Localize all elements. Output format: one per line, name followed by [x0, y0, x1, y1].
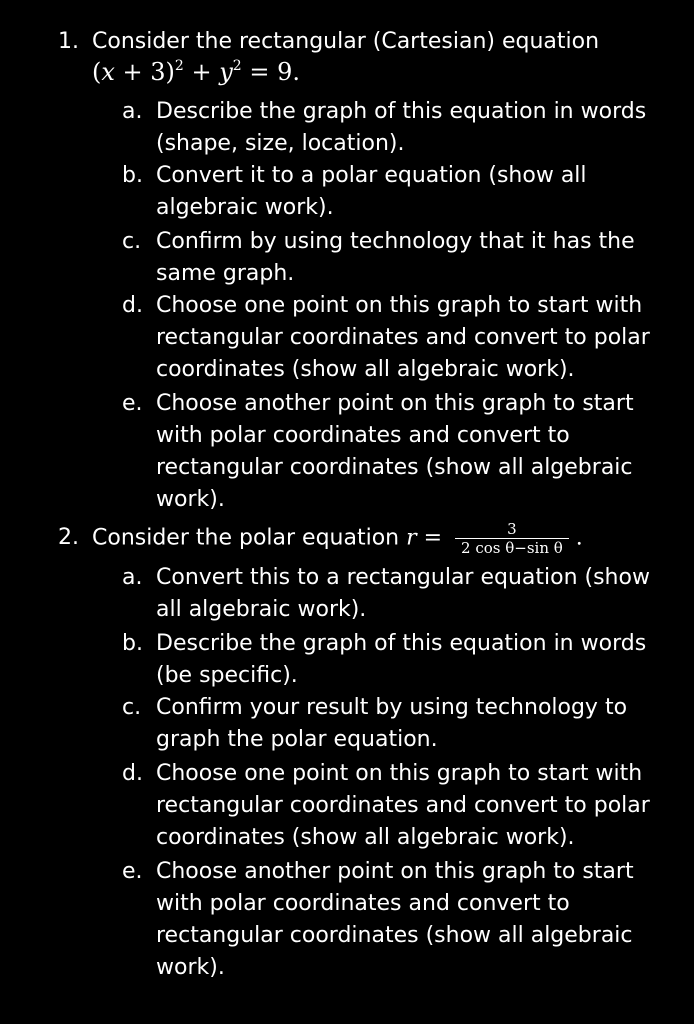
question-1-item-d [122, 290, 682, 386]
item-letter: a. [122, 565, 143, 590]
polar-r: r [406, 525, 417, 551]
question-2-item-c [122, 692, 682, 756]
item-letter: c. [122, 695, 142, 720]
fraction-numerator: 3 [455, 520, 569, 539]
question-text: Consider the polar equation r = $\frac{3}{\text{2 cos θ−sin θ}}$ . [92, 520, 583, 557]
question-2-item-d [122, 758, 682, 854]
question-2-item-e [122, 856, 682, 984]
item-text: Choose one point on this graph to start with rectangular coordinates and convert to polar coordinates (show all algebraic work). [156, 761, 650, 850]
question-1 [58, 26, 678, 90]
equation: $(x + 3)^2 + y^2 = 9$. [92, 58, 300, 86]
item-letter: a. [122, 99, 143, 124]
item-letter: b. [122, 163, 143, 188]
item-text: Convert this to a rectangular equation (show all algebraic work). [156, 565, 650, 622]
question-number: 2. [58, 525, 79, 550]
polar-fraction [455, 520, 569, 557]
item-letter: d. [122, 761, 143, 786]
item-letter: b. [122, 631, 143, 656]
question-1-item-a [122, 96, 682, 160]
item-letter: c. [122, 229, 142, 254]
question-2 [58, 520, 678, 564]
item-text: Confirm by using technology that it has the same graph. [156, 229, 635, 286]
question-1-item-b [122, 160, 682, 224]
item-text: Confirm your result by using technology to graph the polar equation. [156, 695, 628, 752]
item-text: Choose another point on this graph to start with polar coordinates and convert to rectangular coordinates (show all algebraic work). [156, 859, 634, 980]
question-2-item-a [122, 562, 682, 626]
question-1-item-c [122, 226, 682, 290]
item-text: Choose one point on this graph to start with rectangular coordinates and convert to polar coordinates (show all algebraic work). [156, 293, 650, 382]
item-letter: e. [122, 391, 143, 416]
fraction-denominator: 2 cos θ−sin θ [461, 539, 563, 557]
item-text: Choose another point on this graph to start with polar coordinates and convert to rectangular coordinates (show all algebraic work). [156, 391, 634, 512]
item-letter: d. [122, 293, 143, 318]
question-text: Consider the rectangular (Cartesian) equation [92, 29, 600, 54]
question-2-item-b [122, 628, 682, 692]
item-text: Convert it to a polar equation (show all algebraic work). [156, 163, 587, 220]
item-text: Describe the graph of this equation in words (shape, size, location). [156, 99, 647, 156]
item-letter: e. [122, 859, 143, 884]
question-number: 1. [58, 29, 79, 54]
question-1-item-e [122, 388, 682, 516]
item-text: Describe the graph of this equation in words (be specific). [156, 631, 647, 688]
